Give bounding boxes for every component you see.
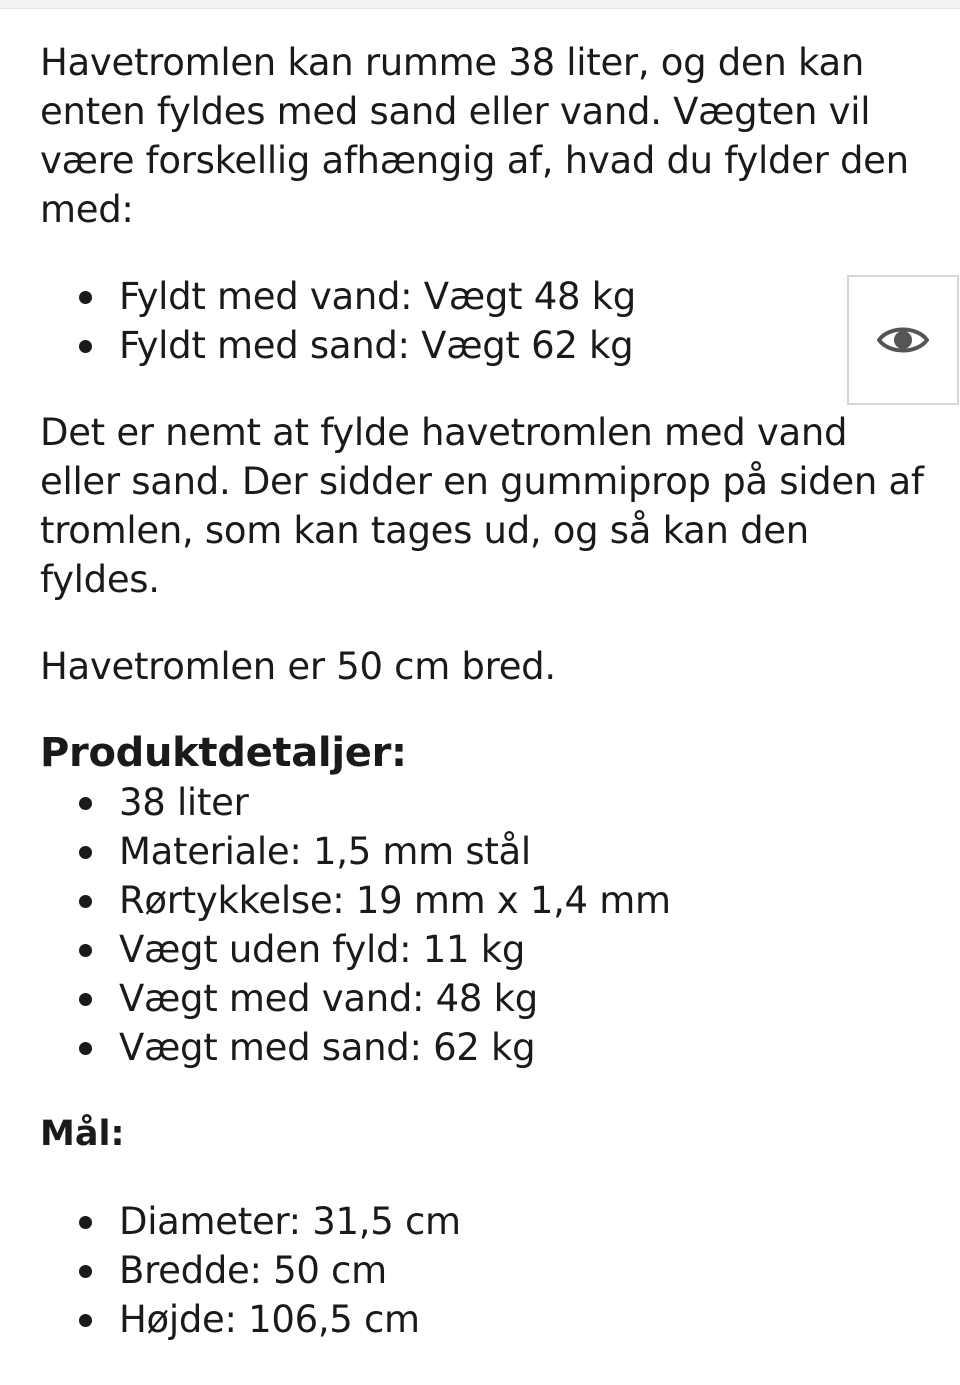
list-item: Bredde: 50 cm — [40, 1246, 930, 1295]
list-item: Materiale: 1,5 mm stål — [40, 827, 930, 876]
list-item: Højde: 106,5 cm — [40, 1295, 930, 1344]
list-item: Diameter: 31,5 cm — [40, 1197, 930, 1246]
filling-paragraph: Det er nemt at fylde havetromlen med vand eller sand. Der sidder en gummiprop på siden af tromlen, som kan tages ud, og så kan den fyldes. — [40, 411, 924, 601]
eye-icon — [877, 323, 929, 357]
list-item: Fyldt med sand: Vægt 62 kg — [40, 321, 930, 370]
intro-paragraph: Havetromlen kan rumme 38 liter, og den kan enten fyldes med sand eller vand. Vægten vil være forskellig afhængig af, hvad du fylder den med: — [40, 41, 909, 231]
dimensions-list — [40, 1197, 930, 1344]
list-item: Fyldt med vand: Vægt 48 kg — [40, 272, 930, 321]
product-description — [40, 38, 930, 1344]
width-note: Havetromlen er 50 cm bred. — [40, 645, 556, 688]
weight-list — [40, 272, 930, 370]
top-edge-divider — [0, 0, 960, 9]
dimensions-heading: Mål: — [40, 1114, 125, 1154]
view-toggle-button[interactable] — [847, 275, 959, 405]
product-details-list — [40, 778, 930, 1072]
list-item: Vægt uden fyld: 11 kg — [40, 925, 930, 974]
product-details-heading: Produktdetaljer: — [40, 730, 407, 776]
list-item: Vægt med vand: 48 kg — [40, 974, 930, 1023]
list-item: Vægt med sand: 62 kg — [40, 1023, 930, 1072]
list-item: 38 liter — [40, 778, 930, 827]
list-item: Rørtykkelse: 19 mm x 1,4 mm — [40, 876, 930, 925]
